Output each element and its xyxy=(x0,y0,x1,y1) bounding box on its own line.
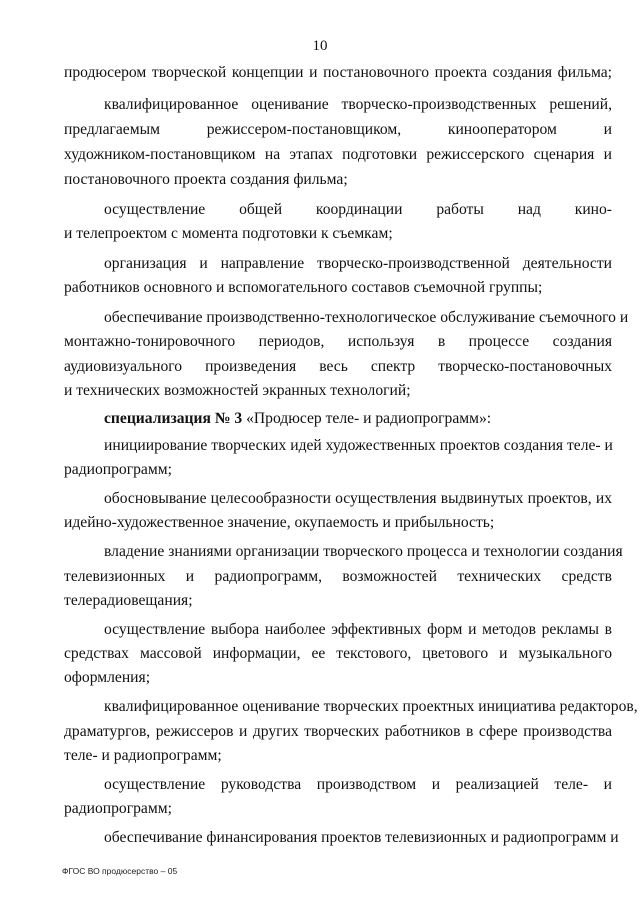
text-line: работников основного и вспомогательного составов съемочной группы; xyxy=(64,279,543,296)
specialization-heading xyxy=(104,409,612,429)
text-line: обеспечивание производственно-технологическое обслуживание съемочного и xyxy=(104,309,629,326)
text-line: оформления; xyxy=(64,669,151,686)
text-line: аудиовизуального произведения весь спектр творческо-постановочных xyxy=(64,358,612,375)
text-line: идейно-художественное значение, окупаемость и прибыльность; xyxy=(64,514,495,531)
text-line: телерадиовещания; xyxy=(64,592,193,609)
text-line: телевизионных и радиопрограмм, возможностей технических средств xyxy=(64,568,612,585)
text-line: владение знаниями организации творческого процесса и технологии создания xyxy=(104,543,623,560)
page-number: 10 xyxy=(312,38,328,54)
text-line: монтажно-тонировочного периодов, используя в процессе создания xyxy=(64,333,612,350)
text-line: организация и направление творческо-производственной деятельности xyxy=(104,255,612,272)
text-line: осуществление руководства производством и реализацией теле- и xyxy=(104,776,612,793)
text-line: средствах массовой информации, ее текстового, цветового и музыкального xyxy=(64,645,612,662)
text-line: инициирование творческих идей художественных проектов создания теле- и xyxy=(104,437,613,454)
specialization-title: «Продюсер теле- и радиопрограмм»: xyxy=(242,410,492,427)
footer-note: ФГОС ВО продюсерство – 05 xyxy=(62,866,178,876)
text-line: осуществление общей координации работы над кино- xyxy=(104,201,612,218)
text-line: продюсером творческой концепции и постановочного проекта создания фильма; xyxy=(64,64,612,81)
text-line: предлагаемым режиссером-постановщиком, кинооператором и xyxy=(64,121,612,138)
text-line: радиопрограмм; xyxy=(64,461,172,478)
text-line: обосновывание целесообразности осуществления выдвинутых проектов, их xyxy=(104,490,612,507)
text-line: теле- и радиопрограмм; xyxy=(64,747,222,764)
text-line: радиопрограмм; xyxy=(64,800,172,817)
text-line: квалифицированное оценивание творческих проектных инициатива редакторов, xyxy=(104,698,638,715)
text-line: художником-постановщиком на этапах подготовки режиссерского сценария и xyxy=(64,146,612,163)
text-line: постановочного проекта создания фильма; xyxy=(64,171,348,188)
text-line: осуществление выбора наиболее эффективных форм и методов рекламы в xyxy=(104,621,612,638)
text-line: и телепроектом с момента подготовки к съемкам; xyxy=(64,225,393,242)
text-line: драматургов, режиссеров и других творческих работников в сфере производства xyxy=(64,723,612,740)
text-line: обеспечивание финансирования проектов телевизионных и радиопрограмм и xyxy=(104,829,619,846)
text-line: и технических возможностей экранных технологий; xyxy=(64,382,411,399)
specialization-label: специализация № 3 xyxy=(104,410,243,427)
text-line: квалифицированное оценивание творческо-производственных решений, xyxy=(104,96,612,113)
